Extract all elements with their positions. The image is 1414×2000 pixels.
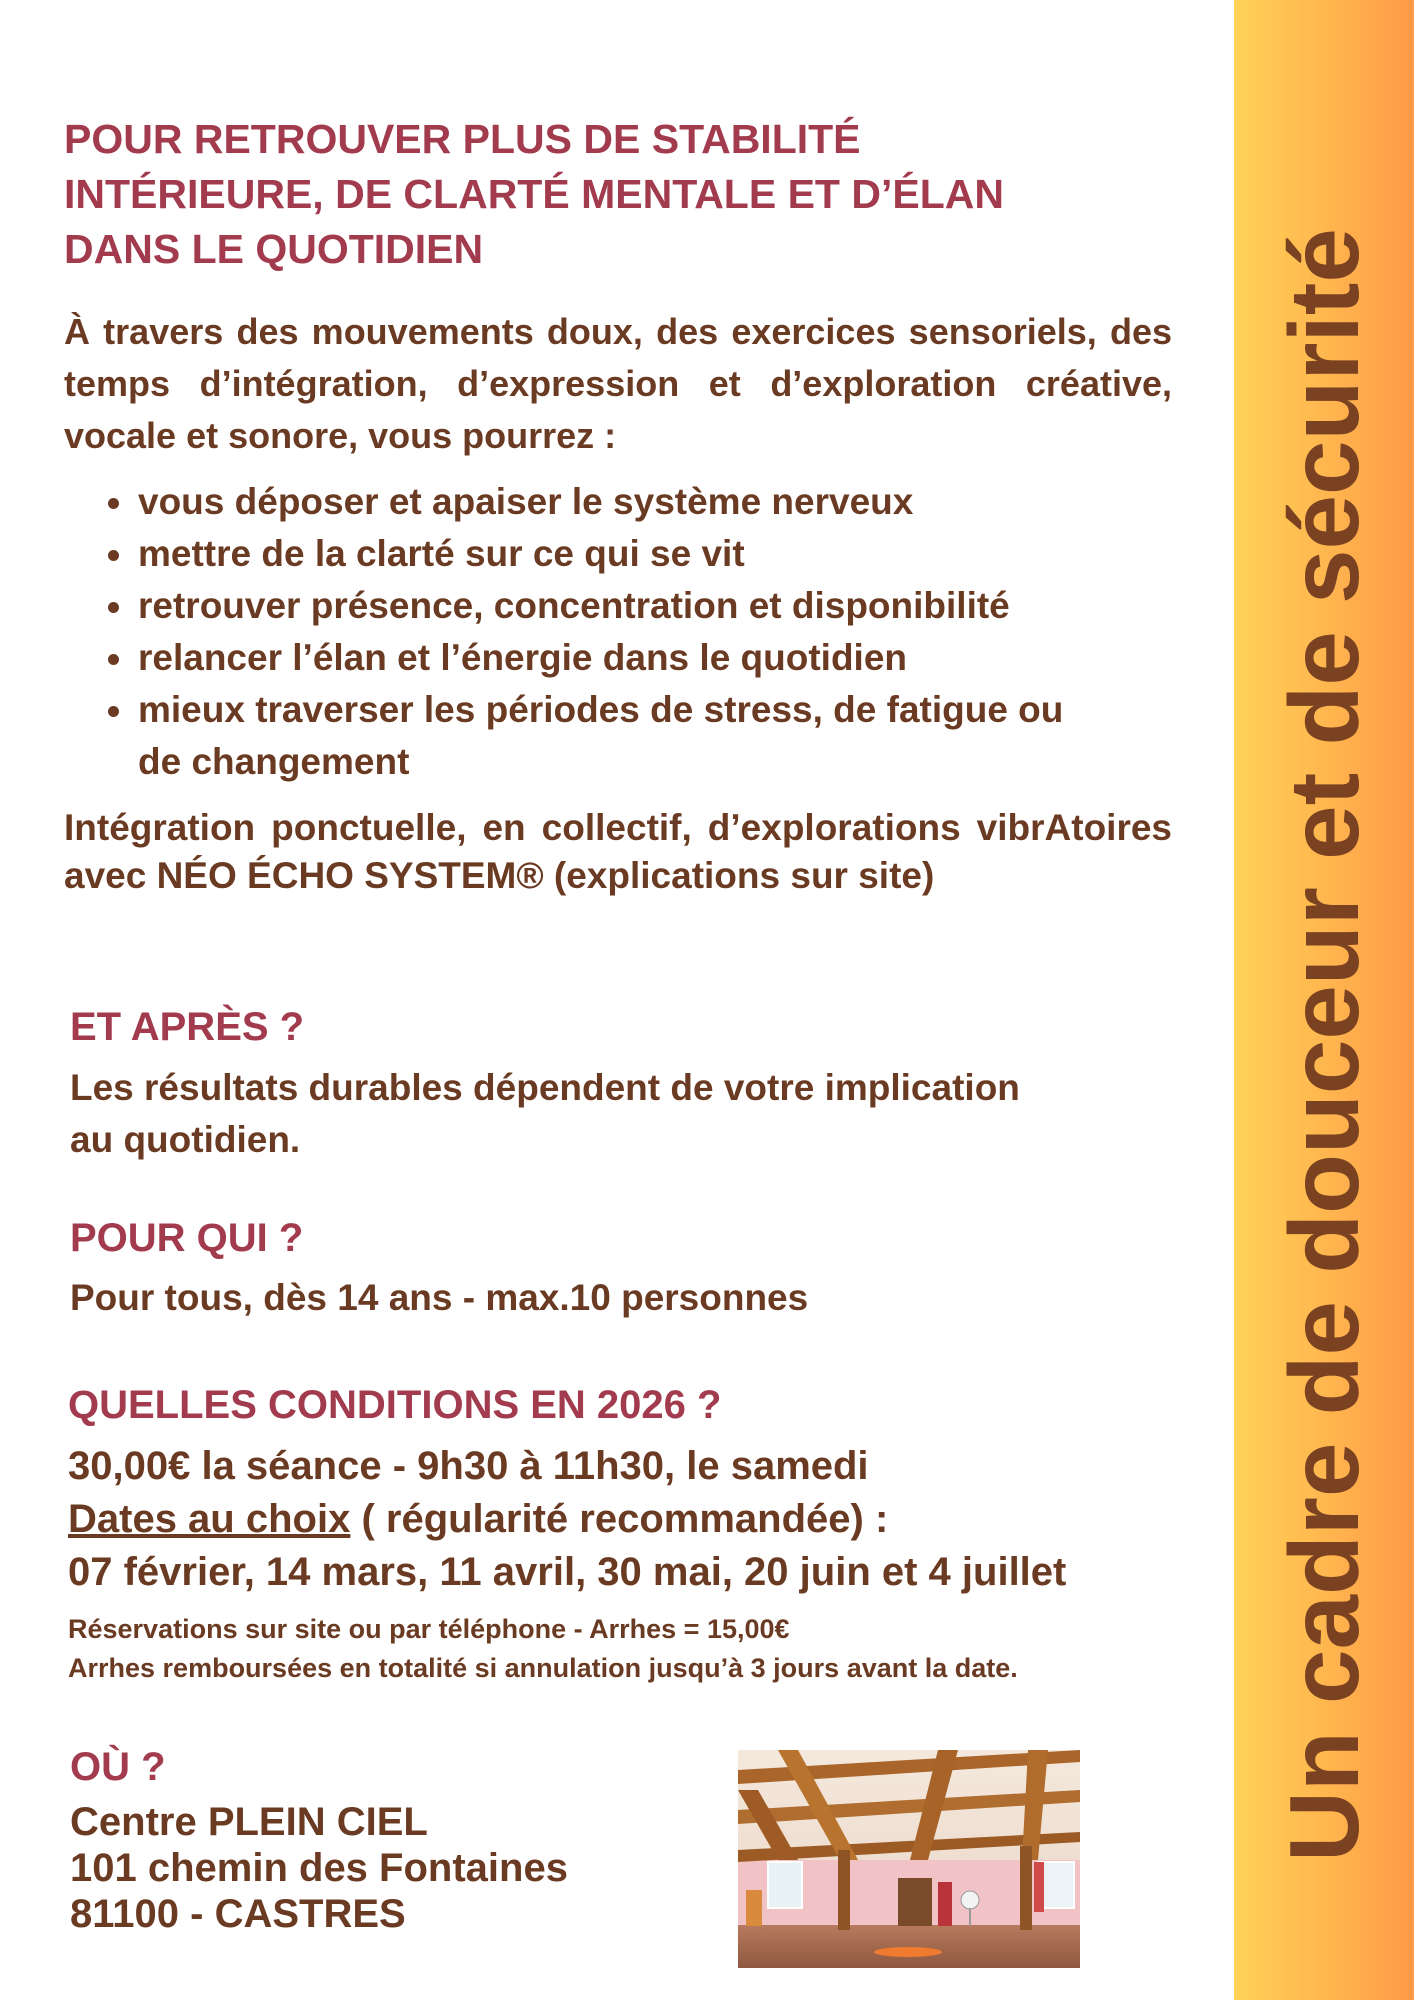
address: [70, 1799, 690, 1937]
conditions-text: [68, 1440, 1188, 1599]
who-heading: POUR QUI ?: [70, 1216, 304, 1260]
where-heading: OÙ ?: [70, 1745, 166, 1789]
benefit-item: mieux traverser les périodes de stress, de fatigue ou de changement: [138, 684, 1098, 788]
venue-room-illustration: [738, 1750, 1080, 1968]
reservation-line: Réservations sur site ou par téléphone - Arrhes = 15,00€: [68, 1614, 790, 1644]
after-text-line-2: au quotidien.: [70, 1119, 301, 1160]
intro-paragraph: À travers des mouvements doux, des exercices sensoriels, des temps d’intégration, d’expression et d’exploration créative, vocale et sonore, vous pourrez :: [64, 311, 1172, 456]
main-heading-line-2: INTÉRIEURE, DE CLARTÉ MENTALE ET D’ÉLAN: [64, 171, 1004, 217]
refund-line: Arrhes remboursées en totalité si annulation jusqu’à 3 jours avant la date.: [68, 1653, 1018, 1683]
benefit-item: mettre de la clarté sur ce qui se vit: [138, 528, 1174, 580]
benefits-list: [64, 476, 1174, 788]
dates-label: Dates au choix: [68, 1497, 351, 1541]
after-text: [70, 1062, 1170, 1166]
benefit-item: vous déposer et apaiser le système nerveux: [138, 476, 1174, 528]
address-line-3: 81100 - CASTRES: [70, 1892, 406, 1936]
dates-note: ( régularité recommandée) :: [350, 1497, 889, 1541]
main-heading-line-3: DANS LE QUOTIDIEN: [64, 226, 484, 272]
main-heading: [64, 112, 1124, 277]
after-heading: ET APRÈS ?: [70, 1005, 305, 1049]
integration-paragraph: Intégration ponctuelle, en collectif, d’explorations vibrAtoires avec NÉO ÉCHO SYSTEM® (explications sur site): [64, 807, 1172, 896]
conditions-heading: QUELLES CONDITIONS EN 2026 ?: [68, 1383, 722, 1427]
benefit-item: retrouver présence, concentration et disponibilité: [138, 580, 1174, 632]
venue-photo: [738, 1750, 1080, 1968]
after-text-line-1: Les résultats durables dépendent de votre implication: [70, 1067, 1020, 1108]
dates-line: 07 février, 14 mars, 11 avril, 30 mai, 20 juin et 4 juillet: [68, 1550, 1067, 1594]
main-heading-line-1: POUR RETROUVER PLUS DE STABILITÉ: [64, 116, 861, 162]
side-banner: [1234, 0, 1414, 2000]
price-line: 30,00€ la séance - 9h30 à 11h30, le samedi: [68, 1444, 869, 1488]
benefit-item: relancer l’élan et l’énergie dans le quotidien: [138, 632, 1174, 684]
address-line-2: 101 chemin des Fontaines: [70, 1846, 568, 1890]
side-banner-text: Un cadre de douceur et de sécurité: [1269, 228, 1379, 1862]
who-text: Pour tous, dès 14 ans - max.10 personnes: [70, 1277, 809, 1318]
reservation-info: [68, 1610, 1188, 1688]
address-line-1: Centre PLEIN CIEL: [70, 1800, 428, 1844]
